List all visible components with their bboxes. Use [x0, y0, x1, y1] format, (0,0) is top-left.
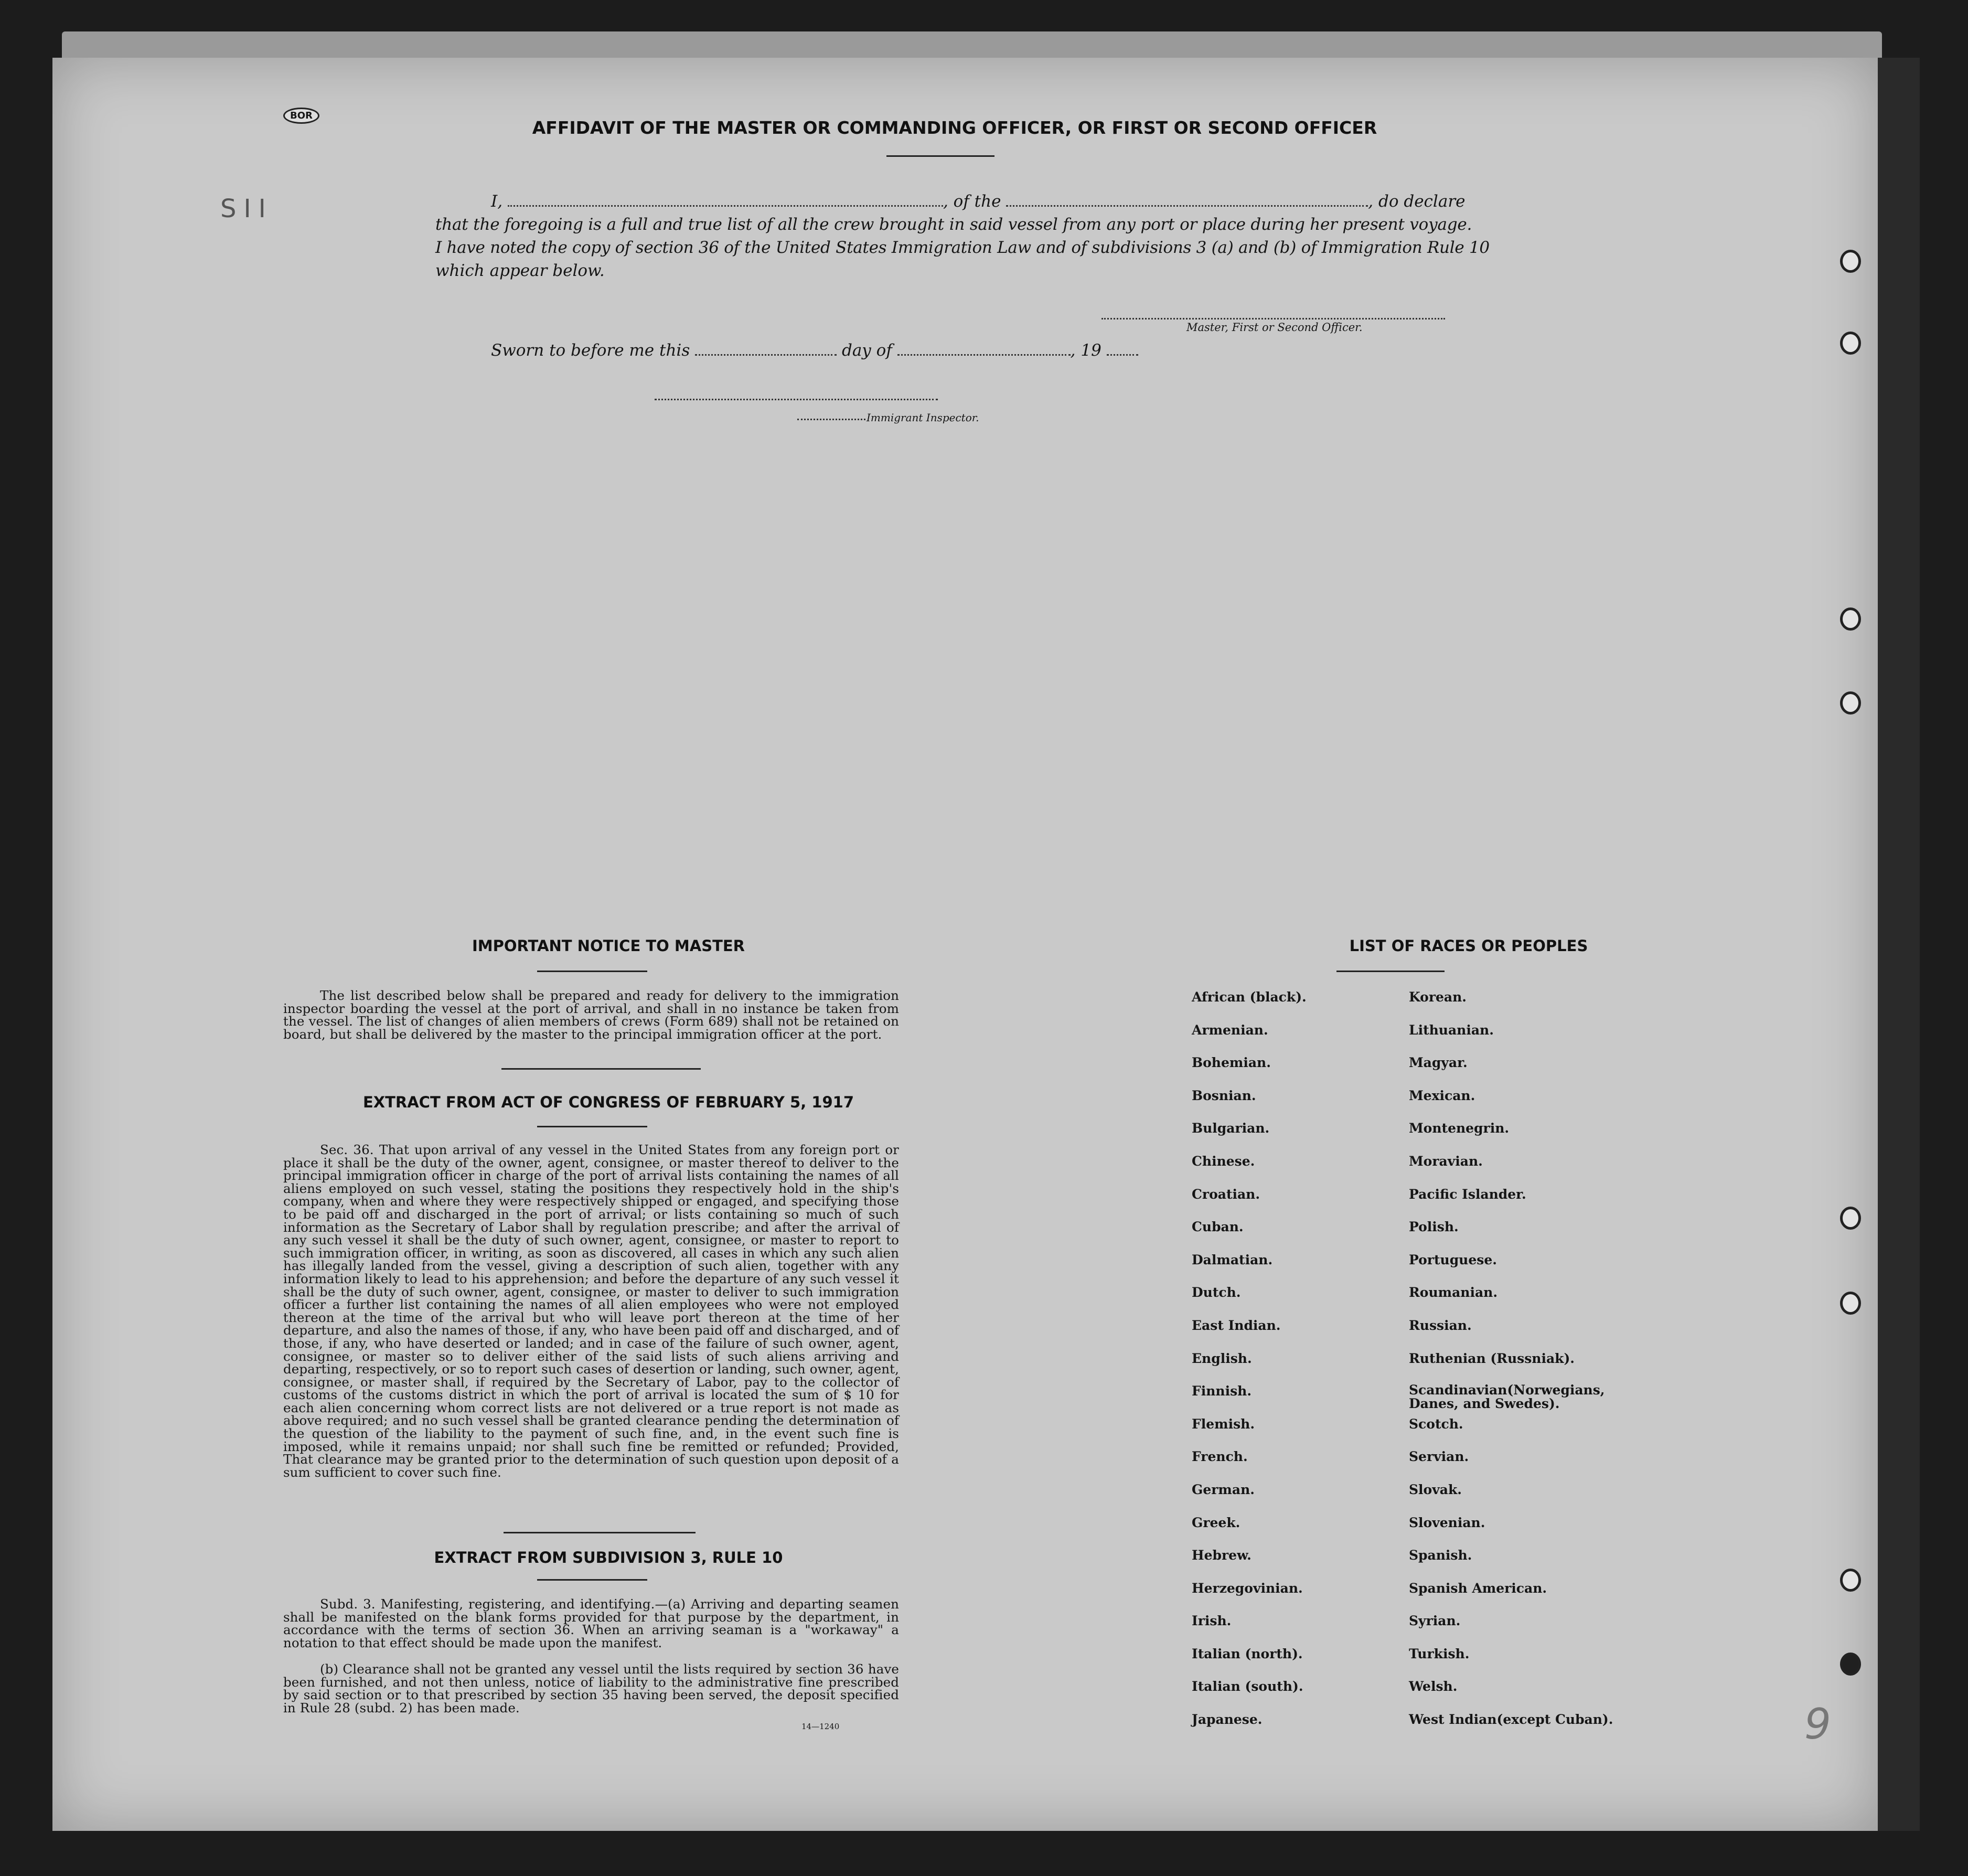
race-item: Japanese.: [1192, 1712, 1263, 1728]
divider: [537, 1579, 647, 1581]
race-item: Montenegrin.: [1409, 1121, 1510, 1136]
rule-text-a: Subd. 3. Manifesting, registering, and identifying.—(a) Arriving and departing seamen shall be manifested on the blank forms provided for that purpose by the department, in accordance with the terms of section 36. When an arriving seaman is a "workaway" a notation to that effect should be made upon the manifest.: [283, 1596, 899, 1650]
year-field[interactable]: [1107, 342, 1138, 356]
month-field[interactable]: [897, 342, 1071, 356]
binder-strip: [1878, 58, 1920, 1831]
rule-text-b: (b) Clearance shall not be granted any vessel until the lists required by section 36 have been furnished, and not then unless, notice of liability to the administrative fine prescribed by said section or to that prescribed by section 35 having been served, the deposit specified in Rule 28 (subd. 2) has been made.: [283, 1661, 899, 1715]
race-item: Roumanian.: [1409, 1285, 1498, 1301]
sworn-line: [491, 339, 1138, 362]
race-item: German.: [1192, 1481, 1255, 1497]
race-item: Flemish.: [1192, 1416, 1255, 1432]
divider: [537, 1126, 647, 1127]
binder-hole: [1840, 1292, 1861, 1315]
race-item: Croatian.: [1192, 1186, 1260, 1202]
year-label: , 19: [1070, 341, 1101, 360]
notice-text: The list described below shall be prepared and ready for delivery to the immigration inspector boarding the vessel at the port of arrival, and shall in no instance be taken from the vessel. The list of changes of alien members of crews (Form 689) shall not be retained on board, but shall be delivered by the master to the principal immigration officer at the port.: [283, 988, 899, 1042]
races-title: LIST OF RACES OR PEOPLES: [1349, 937, 1588, 955]
race-item: Herzegovinian.: [1192, 1580, 1303, 1596]
race-item: Mexican.: [1409, 1088, 1475, 1103]
race-item: Finnish.: [1192, 1383, 1252, 1399]
race-item: Polish.: [1409, 1219, 1459, 1235]
divider: [504, 1532, 696, 1533]
race-item: Spanish.: [1409, 1548, 1472, 1563]
race-item: Russian.: [1409, 1317, 1472, 1333]
race-item: Ruthenian (Russniak).: [1409, 1350, 1575, 1366]
act-text: Sec. 36. That upon arrival of any vessel in the United States from any foreign port or place it shall be the duty of the owner, agent, consignee, or master thereof to deliver to the principal immigration officer in charge of the port of arrival lists containing the names of all aliens employed on such vessel, stating the positions they respectively hold in the ship's company, when and where they were respectively shipped or engaged, and specifying those to be paid off and discharged in the port of arrival; or lists containing so much of such information as the Secretary of Labor shall by regulation prescribe; and after the arrival of any such vessel it shall be the duty of such owner, agent, consignee, or master to report to such immigration officer, in writing, as soon as discovered, all cases in which any such alien has illegally landed from the vessel, giving a description of such alien, together with any information likely to lead to his apprehension; and before the departure of any such vessel it shall be the duty of such owner, agent, consignee, or master to deliver to such immigration officer a further list containing the names of all alien employees who were not employed thereon at the time of the arrival but who will leave port thereon at the time of her departure, and also the names of those, if any, who have been paid off and discharged, and of those, if any, who have deserted or landed; and in case of the failure of such owner, agent, consignee, or master so to deliver either of the said lists of such aliens arriving and departing, respectively, or so to report such cases of desertion or landing, such owner, agent, consignee, or master shall, if required by the Secretary of Labor, pay to the collector of customs of the customs district in which the port of arrival is located the sum of $ 10 for each alien concerning whom correct lists are not delivered or a true report is not made as above required; and no such vessel shall be granted clearance pending the determination of the question of the liability to the payment of such fine, and, in the event such fine is imposed, while it remains unpaid; nor shall such fine be remitted or refunded; Provided, That clearance may be granted prior to the determination of such question upon deposit of a sum sufficient to cover such fine.: [283, 1142, 899, 1480]
races-column-1: [1192, 989, 1307, 1745]
race-item: African (black).: [1192, 989, 1307, 1005]
affidavit-line-1: [491, 190, 1466, 213]
binder-hole: [1840, 1653, 1861, 1676]
binder-hole: [1840, 607, 1861, 631]
inspector-signature-field-short[interactable]: [797, 409, 865, 420]
i-label: I,: [491, 192, 503, 211]
race-item: Turkish.: [1409, 1646, 1470, 1661]
race-item: Pacific Islander.: [1409, 1186, 1526, 1202]
race-item: Greek.: [1192, 1515, 1240, 1530]
binder-hole: [1840, 691, 1861, 715]
race-item: Bosnian.: [1192, 1088, 1256, 1103]
form-number: 14—1240: [801, 1722, 840, 1731]
officer-signature-field[interactable]: [1101, 305, 1445, 319]
race-item: West Indian(except Cuban).: [1409, 1712, 1613, 1728]
race-item: Cuban.: [1192, 1219, 1244, 1235]
race-item: Slovak.: [1409, 1481, 1462, 1497]
race-item: Italian (south).: [1192, 1679, 1303, 1694]
race-item: Lithuanian.: [1409, 1022, 1494, 1038]
act-title: EXTRACT FROM ACT OF CONGRESS OF FEBRUARY 5, 1917: [362, 1093, 854, 1111]
left-pencil-mark: SII: [220, 194, 273, 223]
binder-hole: [1840, 1569, 1861, 1592]
name-field[interactable]: [508, 193, 943, 207]
race-item: Irish.: [1192, 1613, 1232, 1629]
affidavit-title: AFFIDAVIT OF THE MASTER OR COMMANDING OFFICER, OR FIRST OR SECOND OFFICER: [532, 118, 1377, 138]
divider: [886, 155, 994, 157]
race-item: Korean.: [1409, 989, 1467, 1005]
do-declare-label: , do declare: [1368, 192, 1466, 211]
race-item: Spanish American.: [1409, 1580, 1547, 1596]
race-item: Syrian.: [1409, 1613, 1461, 1629]
day-field[interactable]: [695, 342, 837, 356]
vessel-field[interactable]: [1006, 193, 1368, 207]
binder-hole: [1840, 250, 1861, 273]
divider: [537, 971, 647, 972]
inspector-signature-field[interactable]: [655, 386, 938, 400]
race-item: Slovenian.: [1409, 1515, 1485, 1530]
day-of-label: day of: [841, 341, 892, 360]
officer-signature-label: Master, First or Second Officer.: [1186, 321, 1363, 334]
race-item: Chinese.: [1192, 1153, 1255, 1169]
affidavit-line-2: that the foregoing is a full and true list of all the crew brought in said vessel from any port or place during her present voyage.: [435, 215, 1472, 234]
divider: [1336, 971, 1445, 972]
race-item: Armenian.: [1192, 1022, 1268, 1038]
race-item: Hebrew.: [1192, 1548, 1252, 1563]
race-item: Bohemian.: [1192, 1055, 1271, 1071]
race-item: Bulgarian.: [1192, 1121, 1270, 1136]
binder-hole: [1840, 332, 1861, 355]
race-item: English.: [1192, 1350, 1252, 1366]
race-item: Scotch.: [1409, 1416, 1463, 1432]
sworn-label: Sworn to before me this: [491, 341, 690, 360]
bor-stamp: BOR: [283, 108, 319, 124]
race-item: Dutch.: [1192, 1285, 1241, 1301]
race-item: Servian.: [1409, 1449, 1469, 1465]
race-item: Dalmatian.: [1192, 1252, 1273, 1267]
rule-title: EXTRACT FROM SUBDIVISION 3, RULE 10: [434, 1549, 783, 1566]
race-item: Scandinavian(Norwegians, Danes, and Swedes).: [1409, 1382, 1605, 1412]
race-item: Welsh.: [1409, 1679, 1458, 1694]
race-item: French.: [1192, 1449, 1248, 1465]
race-item: East Indian.: [1192, 1317, 1281, 1333]
divider: [501, 1068, 701, 1070]
race-item: Magyar.: [1409, 1055, 1468, 1071]
affidavit-line-4: which appear below.: [435, 261, 605, 280]
of-the-label: , of the: [943, 192, 1001, 211]
right-pencil-mark: 9: [1804, 1700, 1831, 1749]
race-item: Moravian.: [1409, 1153, 1483, 1169]
affidavit-line-3: I have noted the copy of section 36 of the United States Immigration Law and of subdivisions 3 (a) and (b) of Immigration Rule 10: [435, 238, 1490, 257]
inspector-signature-label: Immigrant Inspector.: [867, 411, 979, 424]
binder-hole: [1840, 1207, 1861, 1230]
race-item: Portuguese.: [1409, 1252, 1497, 1267]
race-item: Italian (north).: [1192, 1646, 1303, 1661]
notice-title: IMPORTANT NOTICE TO MASTER: [472, 937, 745, 955]
races-column-2: [1409, 989, 1613, 1745]
